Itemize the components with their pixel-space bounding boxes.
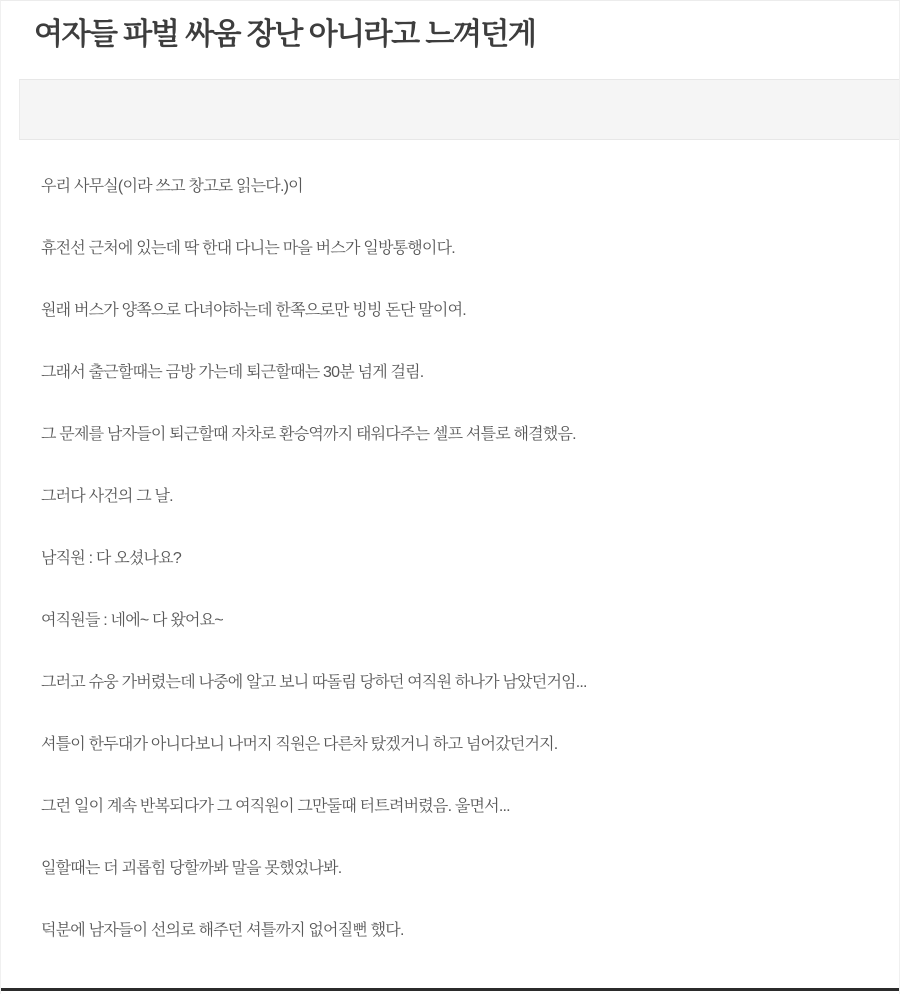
post-paragraph: 덕분에 남자들이 선의로 해주던 셔틀까지 없어질뻔 했다.	[41, 922, 404, 939]
post-paragraph: 그래서 출근할때는 금방 가는데 퇴근할때는 30분 넘게 걸림.	[41, 364, 424, 381]
post-paragraph: 일할때는 더 괴롭힘 당할까봐 말을 못했었나봐.	[41, 860, 342, 877]
post-paragraph: 그러고 슈웅 가버렸는데 나중에 알고 보니 따돌림 당하던 여직원 하나가 남았던거임...	[41, 674, 587, 691]
post-paragraph: 그러다 사건의 그 날.	[41, 488, 173, 505]
post-paragraph: 여직원들 : 네에~ 다 왔어요~	[41, 612, 223, 629]
post-paragraph: 휴전선 근처에 있는데 딱 한대 다니는 마을 버스가 일방통행이다.	[41, 240, 455, 257]
empty-banner-bar	[19, 79, 899, 140]
post-paragraph: 원래 버스가 양쪽으로 다녀야하는데 한쪽으로만 빙빙 돈단 말이여.	[41, 302, 466, 319]
bottom-divider	[1, 988, 899, 991]
post-paragraph: 그 문제를 남자들이 퇴근할때 자차로 환승역까지 태워다주는 셀프 셔틀로 해결했음.	[41, 426, 576, 443]
post-paragraph: 우리 사무실(이라 쓰고 창고로 읽는다.)이	[41, 178, 303, 195]
post-paragraph: 셔틀이 한두대가 아니다보니 나머지 직원은 다른차 탔겠거니 하고 넘어갔던거지.	[41, 736, 558, 753]
post-paragraph: 남직원 : 다 오셨나요?	[41, 550, 181, 567]
post-paragraph: 그런 일이 계속 반복되다가 그 여직원이 그만둘때 터트려버렸음. 울면서...	[41, 798, 510, 815]
post-body	[1, 178, 899, 940]
post-title: 여자들 파벌 싸움 장난 아니라고 느껴던게	[34, 18, 536, 51]
